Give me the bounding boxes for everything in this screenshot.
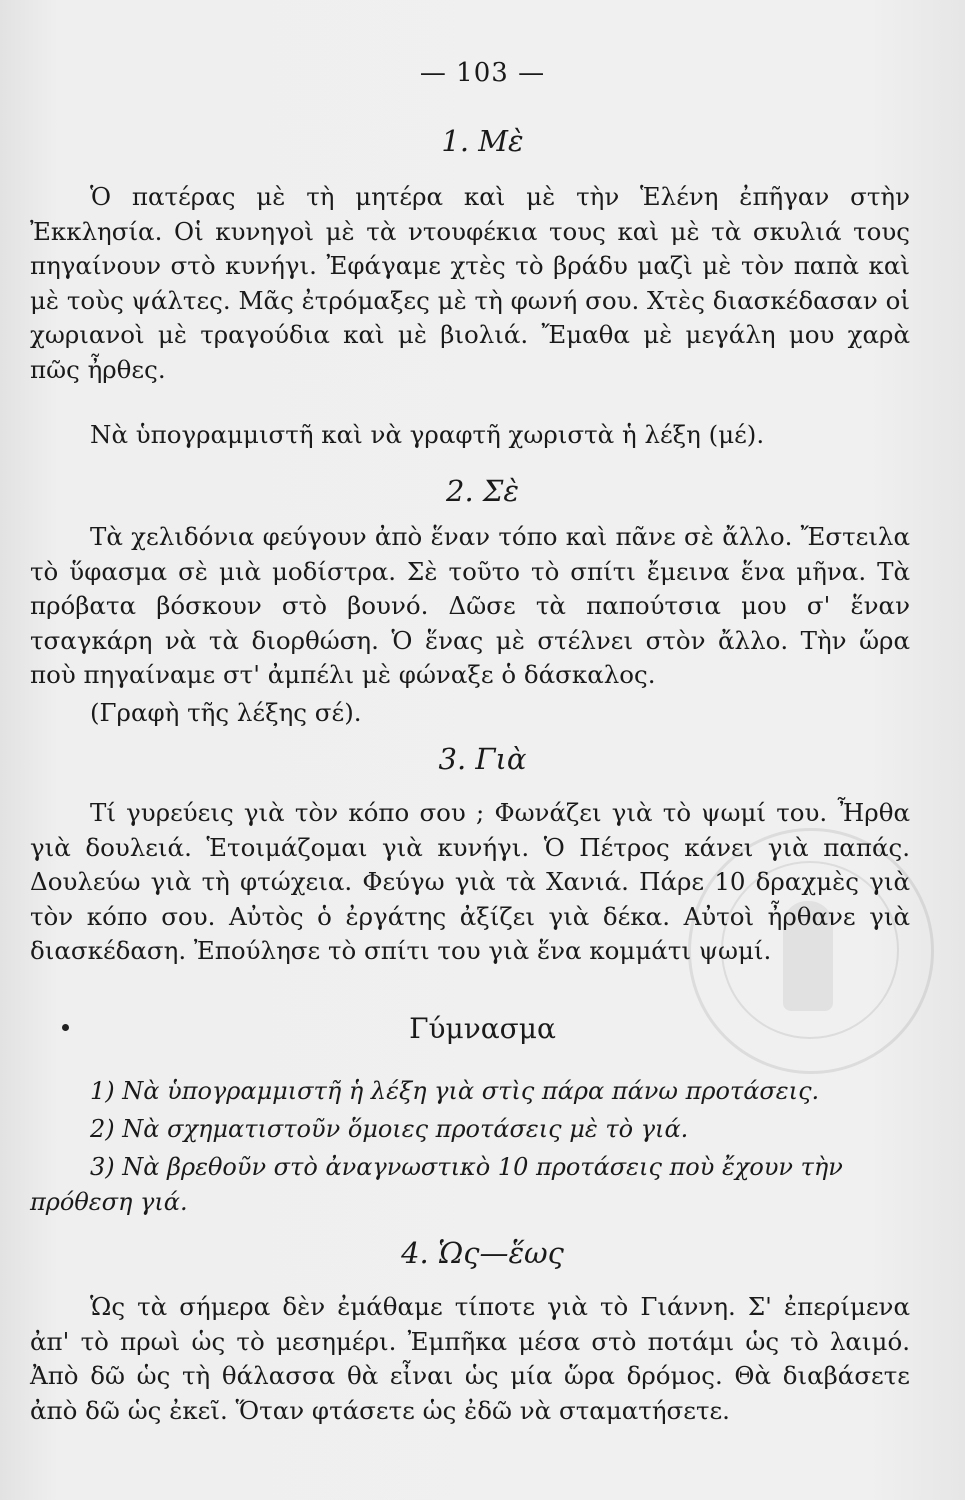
exercise-item-1: 1) Νὰ ὑπογραμμιστῆ ἡ λέξη γιὰ στὶς πάρα πάνω προτάσεις.: [90, 1077, 820, 1105]
page-number: — 103 —: [419, 58, 546, 88]
exercise-item-3: 3) Νὰ βρεθοῦν στὸ ἀναγνωστικὸ 10 προτάσεις ποὺ ἔχουν τὴν πρόθεση γιά.: [30, 1153, 843, 1216]
exercise-title: Γύμνασμα: [409, 1012, 556, 1045]
section-1-title: 1. Μὲ: [441, 124, 524, 158]
exercise-item-2: 2) Νὰ σχηματιστοῦν ὅμοιες προτάσεις μὲ τὸ γιά.: [90, 1115, 689, 1143]
section-1-paragraph: Ὁ πατέρας μὲ τὴ μητέρα καὶ μὲ τὴν Ἑλένη ἐπῆγαν στὴν Ἐκκλησία. Οἱ κυνηγοὶ μὲ τὰ ντουφέκια τους καὶ μὲ τὰ σκυλιά τους πηγαίνουν στὸ κυνήγι. Ἐφάγαμε χτὲς τὸ βράδυ μαζὶ μὲ τὸν παπὰ καὶ μὲ τοὺς ψάλτες. Μᾶς ἐτρόμαξες μὲ τὴ φωνή σου. Χτὲς διασκέδασαν οἱ χωριανοὶ μὲ τραγούδια καὶ μὲ βιολιά. Ἔμαθα μὲ μεγάλη μου χαρὰ πῶς ἦρθες.: [30, 182, 910, 384]
section-3-title: 3. Γιὰ: [438, 742, 527, 776]
section-3-paragraph: Τί γυρεύεις γιὰ τὸν κόπο σου ; Φωνάζει γιὰ τὸ ψωμί του. Ἦρθα γιὰ δουλειά. Ἑτοιμάζομαι γιὰ κυνήγι. Ὁ Πέτρος κάνει γιὰ παπάς. Δουλεύω γιὰ τὴ φτώχεια. Φεύγω γιὰ τὰ Χανιά. Πάρε 10 δραχμὲς γιὰ τὸν κόπο σου. Αὐτὸς ὁ ἐργάτης ἀξίζει γιὰ δέκα. Αὐτοὶ ἦρθανε γιὰ διασκέδαση. Ἐπούλησε τὸ σπίτι του γιὰ ἕνα κομμάτι ψωμί.: [30, 798, 910, 965]
section-2-title: 2. Σὲ: [446, 474, 519, 508]
section-2-paragraph: Τὰ χελιδόνια φεύγουν ἀπὸ ἕναν τόπο καὶ πᾶνε σὲ ἄλλο. Ἔστειλα τὸ ὕφασμα σὲ μιὰ μοδίστρα. Σὲ τοῦτο τὸ σπίτι ἔμεινα ἕνα μῆνα. Τὰ πρόβατα βόσκουν στὸ βουνό. Δῶσε τὰ παπούτσια μου σ' ἕναν τσαγκάρη νὰ τὰ διορθώση. Ὁ ἕνας μὲ στέλνει στὸν ἄλλο. Τὴν ὥρα ποὺ πηγαίναμε στ' ἀμπέλι μὲ φώναξε ὁ δάσκαλος.: [30, 522, 910, 689]
section-4-paragraph: Ὡς τὰ σήμερα δὲν ἐμάθαμε τίποτε γιὰ τὸ Γιάννη. Σ' ἐπερίμενα ἀπ' τὸ πρωὶ ὡς τὸ μεσημέρι. Ἐμπῆκα μέσα στὸ ποτάμι ὡς τὸ λαιμό. Ἀπὸ δῶ ὡς τὴ θάλασσα θὰ εἶναι ὡς μία ὥρα δρόμος. Θὰ διαβάσετε ἀπὸ δῶ ὡς ἐκεῖ. Ὅταν φτάσετε ὡς ἐδῶ νὰ σταματήσετε.: [30, 1292, 910, 1425]
section-1-instruction: Νὰ ὑπογραμμιστῆ καὶ νὰ γραφτῆ χωριστὰ ἡ λέξη (μέ).: [90, 420, 765, 449]
section-4-title: 4. Ὡς—ἕως: [401, 1236, 564, 1270]
section-2-instruction: (Γραφὴ τῆς λέξης σέ).: [90, 698, 362, 727]
